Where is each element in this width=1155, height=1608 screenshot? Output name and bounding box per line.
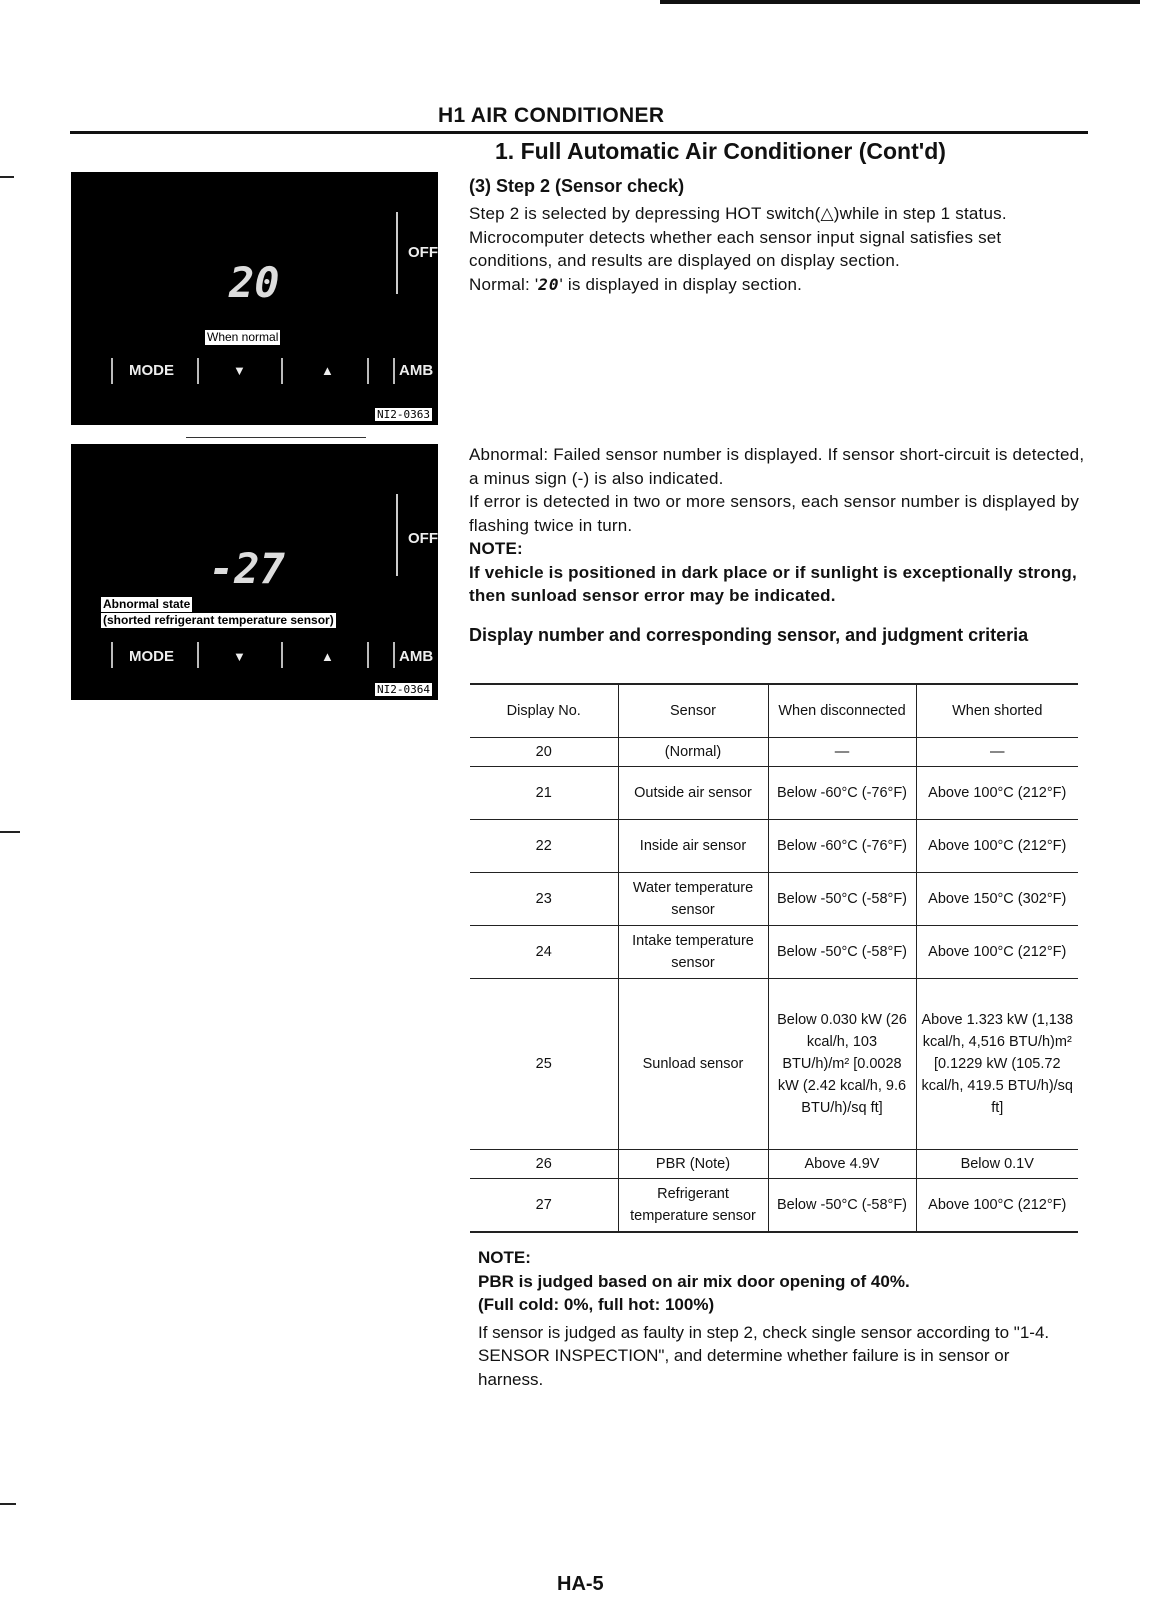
display-digits: -27 (209, 544, 285, 593)
pbr-note (478, 1246, 1078, 1391)
table-cell: Inside air sensor (618, 820, 768, 873)
step-heading: (3) Step 2 (Sensor check) (469, 176, 685, 196)
margin-mark (0, 176, 14, 178)
up-arrow-icon: ▲ (321, 649, 334, 664)
table-cell: Above 100°C (212°F) (916, 767, 1078, 820)
figure-caption: When normal (207, 330, 279, 344)
note-line: (Full cold: 0%, full hot: 100%) (478, 1295, 715, 1314)
table-row (470, 1179, 1078, 1233)
table-cell: (Normal) (618, 738, 768, 767)
table-cell: Below 0.1V (916, 1150, 1078, 1179)
table-row (470, 738, 1078, 767)
column-header: Display No. (470, 684, 618, 738)
display-digits: 20 (229, 258, 280, 307)
header-rule (70, 131, 1088, 134)
page-number: HA-5 (557, 1573, 604, 1595)
table-cell: Refrigerant temperature sensor (618, 1179, 768, 1233)
column-header: When disconnected (768, 684, 916, 738)
column-header: Sensor (618, 684, 768, 738)
table-row (470, 979, 1078, 1150)
note-label: NOTE: (469, 539, 523, 558)
mode-button: MODE (129, 362, 174, 379)
figure-id: NI2-0363 (377, 408, 430, 421)
inspection-para: If sensor is judged as faulty in step 2, check single sensor according to "1-4. SENSOR INSPECTION", and determine whether failure is in sensor or harness. (478, 1322, 1050, 1389)
table-cell: — (768, 738, 916, 767)
sensor-table (470, 683, 1078, 1233)
figure-divider (186, 437, 366, 438)
section-title: H1 AIR CONDITIONER (438, 104, 665, 127)
table-cell: Above 4.9V (768, 1150, 916, 1179)
table-cell: Sunload sensor (618, 979, 768, 1150)
table-cell: 25 (470, 979, 618, 1150)
table-row (470, 1150, 1078, 1179)
margin-mark (0, 831, 20, 833)
step-para-2: Microcomputer detects whether each sensor input signal satisfies set conditions, and results are displayed on display section. (469, 227, 1002, 270)
table-cell: Below -50°C (-58°F) (768, 1179, 916, 1233)
off-label: OFF (408, 530, 438, 547)
table-row (470, 873, 1078, 926)
mode-button: MODE (129, 648, 174, 665)
note-label: NOTE: (478, 1248, 531, 1267)
table-cell: 22 (470, 820, 618, 873)
margin-mark (0, 1503, 16, 1505)
column-header: When shorted (916, 684, 1078, 738)
top-rule (660, 0, 1140, 4)
subsection-title: 1. Full Automatic Air Conditioner (Cont'd) (495, 138, 946, 164)
table-heading: Display number and corresponding sensor, and judgment criteria (469, 625, 1029, 645)
table-cell: 26 (470, 1150, 618, 1179)
abnormal-text (469, 443, 1085, 608)
table-cell: 21 (470, 767, 618, 820)
table-cell: 27 (470, 1179, 618, 1233)
table-cell: Water temperature sensor (618, 873, 768, 926)
table-cell: Below -50°C (-58°F) (768, 926, 916, 979)
down-arrow-icon: ▼ (233, 649, 246, 664)
table-row (470, 767, 1078, 820)
down-arrow-icon: ▼ (233, 363, 246, 378)
abnormal-para-1: Abnormal: Failed sensor number is displayed. If sensor short-circuit is detected, a minus sign (-) is also indicated. (469, 445, 1085, 488)
display-figure-normal (71, 172, 438, 425)
table-cell: — (916, 738, 1078, 767)
table-cell: 24 (470, 926, 618, 979)
table-cell: 20 (470, 738, 618, 767)
up-arrow-icon: ▲ (321, 363, 334, 378)
table-cell: PBR (Note) (618, 1150, 768, 1179)
figure-caption: Abnormal state (103, 597, 191, 611)
table-cell: Above 100°C (212°F) (916, 1179, 1078, 1233)
table-cell: Above 100°C (212°F) (916, 820, 1078, 873)
figure-caption-detail: (shorted refrigerant temperature sensor) (103, 613, 334, 627)
display-figure-abnormal (71, 444, 438, 700)
figure-id: NI2-0364 (377, 683, 430, 696)
table-header-row (470, 684, 1078, 738)
amb-button: AMB (399, 648, 434, 665)
table-cell: Below -60°C (-76°F) (768, 820, 916, 873)
table-cell: Above 1.323 kW (1,138 kcal/h, 4,516 BTU/h)m² [0.1229 kW (105.72 kcal/h, 419.5 BTU/h)/sq ft] (916, 979, 1078, 1150)
abnormal-para-2: If error is detected in two or more sensors, each sensor number is displayed by flashing twice in turn. (469, 492, 1080, 535)
table-cell: Above 150°C (302°F) (916, 873, 1078, 926)
table-cell: Intake temperature sensor (618, 926, 768, 979)
step-text (469, 202, 1085, 296)
table-row (470, 820, 1078, 873)
table-cell: Below 0.030 kW (26 kcal/h, 103 BTU/h)/m² [0.0028 kW (2.42 kcal/h, 9.6 BTU/h)/sq ft] (768, 979, 916, 1150)
table-cell: Outside air sensor (618, 767, 768, 820)
table-cell: Below -60°C (-76°F) (768, 767, 916, 820)
step-para-1: Step 2 is selected by depressing HOT switch(△)while in step 1 status. (469, 204, 1007, 223)
table-row (470, 926, 1078, 979)
table-cell: 23 (470, 873, 618, 926)
note-text: If vehicle is positioned in dark place or if sunlight is exceptionally strong, then sunload sensor error may be indicated. (469, 562, 1077, 605)
normal-line: Normal: '20' is displayed in display section. (469, 273, 1085, 297)
table-cell: Below -50°C (-58°F) (768, 873, 916, 926)
amb-button: AMB (399, 362, 434, 379)
normal-code: 20 (538, 274, 560, 294)
off-label: OFF (408, 244, 438, 261)
table-cell: Above 100°C (212°F) (916, 926, 1078, 979)
note-line: PBR is judged based on air mix door opening of 40%. (478, 1271, 910, 1291)
